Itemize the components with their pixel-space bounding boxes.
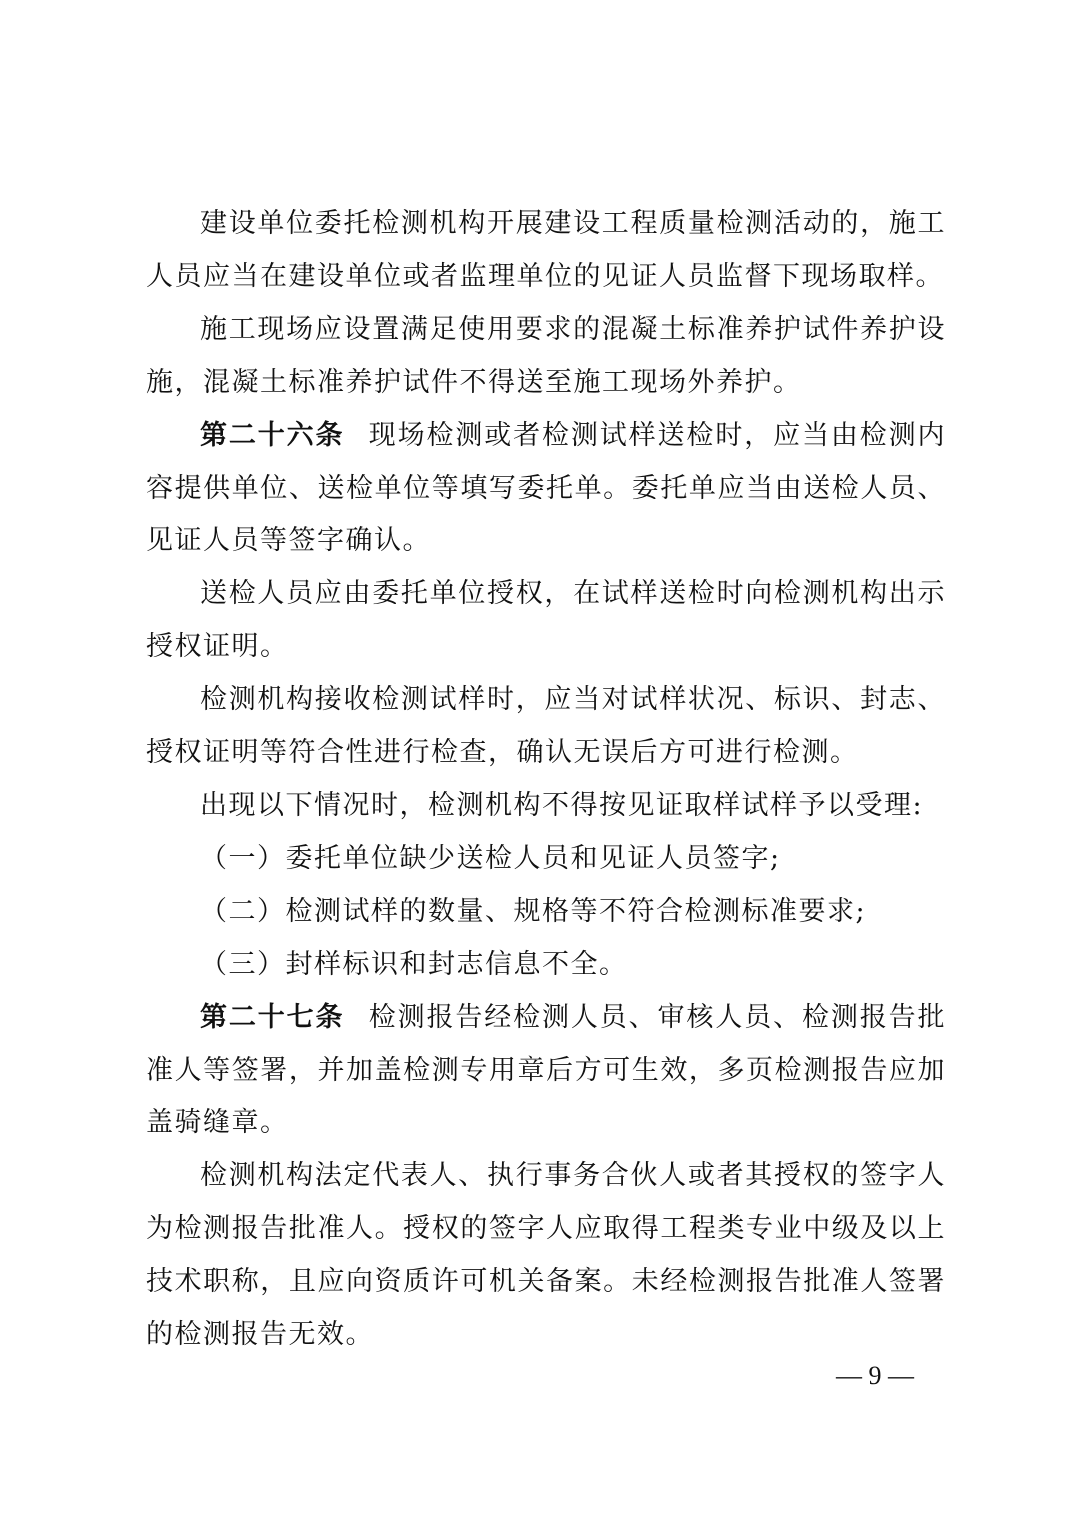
- list-item: （三）封样标识和封志信息不全。: [200, 948, 628, 980]
- list-item: （一）委托单位缺少送检人员和见证人员签字;: [200, 842, 781, 874]
- list-item: （二）检测试样的数量、规格等不符合检测标准要求;: [200, 895, 867, 927]
- article-heading: 第二十六条: [200, 419, 345, 451]
- paragraph: 检测机构法定代表人、执行事务合伙人或者其授权的签字人为检测报告批准人。授权的签字人应取得工程类专业中级及以上技术职称，且应向资质许可机关备案。未经检测报告批准人签署的检测报告无效。: [146, 1160, 946, 1351]
- article-heading: 第二十七条: [200, 1001, 345, 1033]
- paragraph: 建设单位委托检测机构开展建设工程质量检测活动的，施工人员应当在建设单位或者监理单位的见证人员监督下现场取样。: [146, 208, 946, 292]
- paragraph: 检测机构接收检测试样时，应当对试样状况、标识、封志、授权证明等符合性进行检查，确认无误后方可进行检测。: [146, 684, 946, 769]
- page-number: — 9 —: [836, 1361, 914, 1390]
- article-26-paragraph: 第二十六条 现场检测或者检测试样送检时，应当由检测内容提供单位、送检单位等填写委托单。委托单应当由送检人员、见证人员等签字确认。: [146, 419, 947, 557]
- article-27-paragraph: 第二十七条 检测报告经检测人员、审核人员、检测报告批准人等签署，并加盖检测专用章后方可生效，多页检测报告应加盖骑缝章。: [146, 1001, 947, 1139]
- paragraph: 施工现场应设置满足使用要求的混凝土标准养护试件养护设施，混凝土标准养护试件不得送至施工现场外养护。: [146, 313, 946, 398]
- paragraph: 出现以下情况时，检测机构不得按见证取样试样予以受理:: [200, 789, 924, 821]
- paragraph: 送检人员应由委托单位授权，在试样送检时向检测机构出示授权证明。: [146, 578, 946, 663]
- body-text: [146, 198, 946, 1362]
